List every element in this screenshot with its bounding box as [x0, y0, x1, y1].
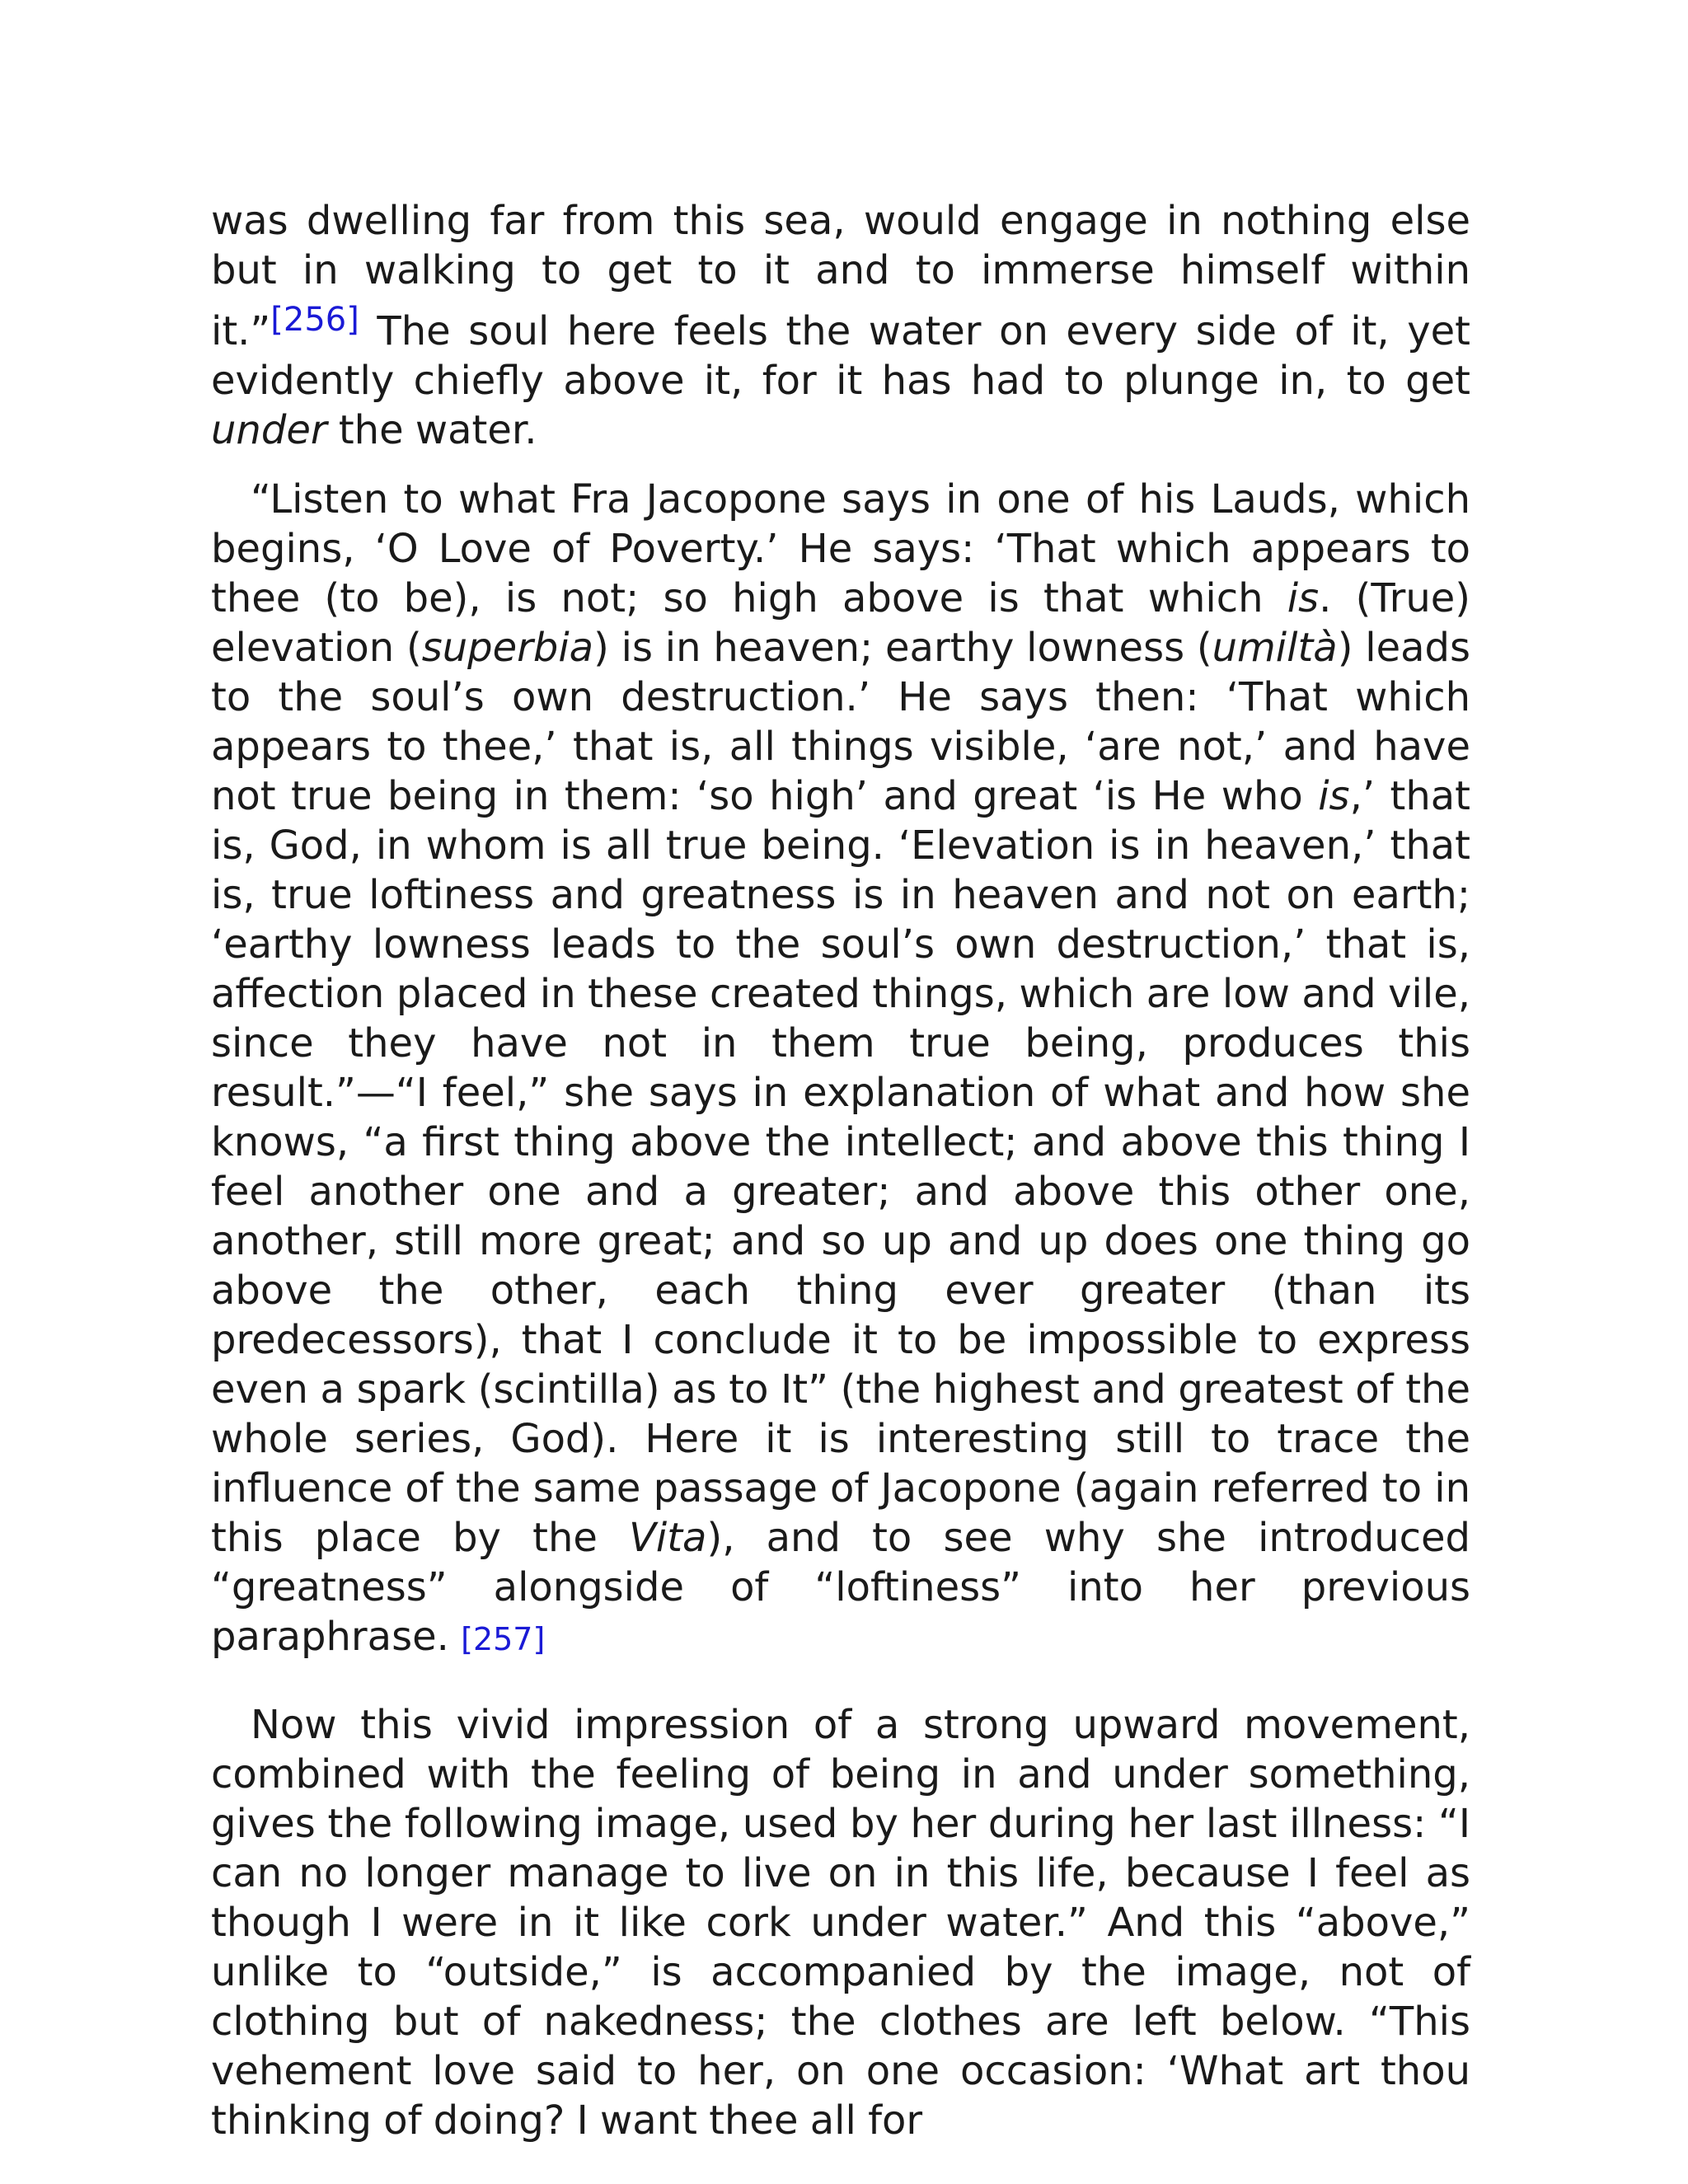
paragraph-2	[211, 475, 1470, 1664]
page-body	[211, 196, 1470, 2165]
emphasis-text: under	[211, 407, 327, 453]
text-run: . (True) elevation (	[211, 575, 1471, 671]
text-run: Now this vivid impression of a strong upward movement, combined with the feeling of being in and under something, gives the following image, used by her during her last illness: “I can no longer manage to live on in this life, because I feel as though I were in it like cork under water.” And this “above,” unlike to “outside,” is accompanied by the image, not of clothing but of nakedness; the clothes are left below. “This vehement love said to her, on one occasion: ‘What art thou thinking of doing? I want thee all for	[211, 1702, 1470, 2144]
emphasis-text: superbia	[421, 625, 594, 671]
text-run: the water.	[326, 407, 537, 453]
paragraph-3	[211, 1700, 1470, 2145]
footnote-link-256[interactable]: [256]	[270, 301, 359, 339]
emphasis-text: Vita	[629, 1515, 707, 1561]
text-run: ), and to see why she introduced “greatness” alongside of “loftiness” into her previous paraphrase.	[211, 1515, 1470, 1660]
emphasis-text: is	[1318, 773, 1350, 819]
text-run: was dwelling far from this sea, would engage in nothing else but in walking to get to it and to immerse himself within it.”	[211, 198, 1470, 354]
text-run: ) is in heaven; earthy lowness (	[593, 625, 1212, 671]
text-run: ,’ that is, God, in whom is all true being. ‘Elevation is in heaven,’ that is, true loftiness and greatness is in heaven and not on earth; ‘earthy lowness leads to the soul’s own destruction,’ that is, affection placed in these created things, which are low and vile, since they have not in them true being, produces this result.”—“I feel,” she says in explanation of what and how she knows, “a first thing above the intellect; and above this thing I feel another one and a greater; and above this other one, another, still more great; and so up and up does one thing go above the other, each thing ever greater (than its predecessors), that I conclude it to be impossible to express even a spark (scintilla) as to It” (the highest and greatest of the whole series, God). Here it is interesting still to trace the influence of the same passage of Jacopone (again referred to in this place by the	[211, 773, 1471, 1561]
text-run: “Listen to what Fra Jacopone says in one of his Lauds, which begins, ‘O Love of Poverty.’ He says: ‘That which appears to thee (to be), is not; so high above is that which	[211, 476, 1470, 621]
text-run: ) leads to the soul’s own destruction.’ He says then: ‘That which appears to thee,’ that is, all things visible, ‘are not,’ and have not true being in them: ‘so high’ and great ‘is He who	[211, 625, 1470, 819]
paragraph-1	[211, 196, 1470, 455]
emphasis-text: umiltà	[1212, 625, 1338, 671]
footnote-link-257[interactable]: [257]	[461, 1621, 546, 1657]
text-run: The soul here feels the water on every side of it, yet evidently chiefly above it, for it has had to plunge in, to get	[211, 308, 1470, 404]
emphasis-text: is	[1287, 575, 1320, 621]
